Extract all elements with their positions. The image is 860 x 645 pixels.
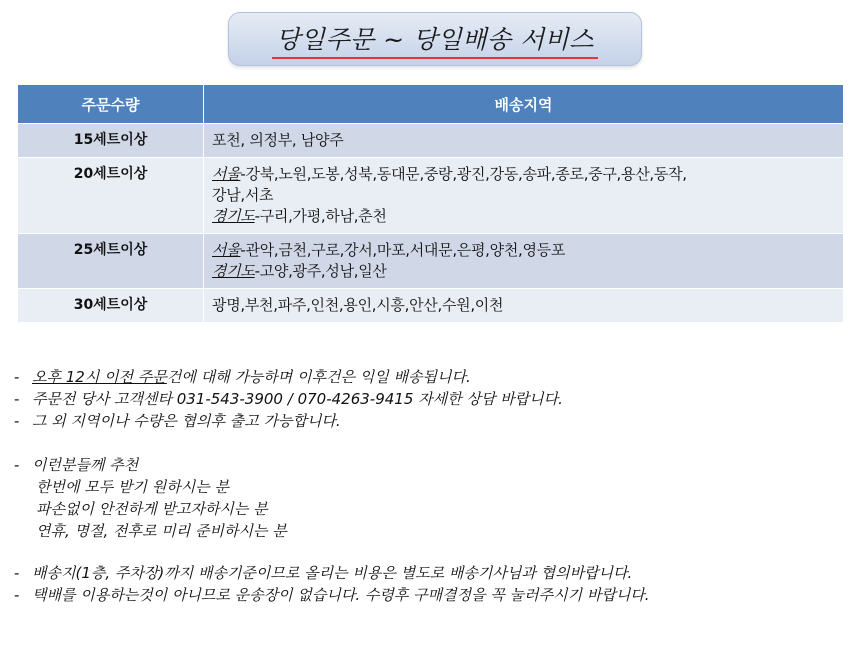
table-row [18,289,844,323]
area-list: -관악,금천,구로,강서,마포,서대문,은평,양천,영등포 [240,241,566,259]
note-no-waybill-text: 택배를 이용하는것이 아니므로 운송장이 없습니다. 수령후 구매결정을 꼭 눌러주시기 바랍니다. [32,586,650,604]
delivery-table [17,84,844,323]
note-delivery-floor-text: 배송지(1층, 주차장)까지 배송기준이므로 올리는 비용은 별도로 배송기사님과 협의바랍니다. [32,564,633,582]
quantity-cell: 30세트이상 [18,289,204,323]
recommend-item: 파손없이 안전하게 받고자하시는 분 [36,500,268,518]
table-header-row [18,85,844,124]
header-delivery-area: 배송지역 [204,85,844,124]
area-cell [204,289,844,323]
region-name: 경기도 [212,262,255,280]
area-list: 포천, 의정부, 남양주 [212,131,344,149]
area-line [212,185,835,206]
note-other-regions-text: 그 외 지역이나 수량은 협의후 출고 가능합니다. [32,412,341,430]
quantity-cell: 25세트이상 [18,234,204,289]
area-line [212,240,835,261]
region-name: 서울 [212,241,241,259]
note-recommend-heading: - 이런분들께 추천 [14,456,139,474]
table-row [18,234,844,289]
recommend-heading-text: 이런분들께 추천 [32,456,139,474]
area-cell [204,158,844,234]
quantity-cell: 20세트이상 [18,158,204,234]
note-customer-center-text: 주문전 당사 고객센타 031-543-3900 / 070-4263-9415 자세한 상담 바랍니다. [32,390,563,408]
area-line [212,130,835,151]
note-no-waybill: - 택배를 이용하는것이 아니므로 운송장이 없습니다. 수령후 구매결정을 꼭 눌러주시기 바랍니다. [14,586,650,604]
area-line [212,206,835,227]
area-line [212,164,835,185]
header-quantity: 주문수량 [18,85,204,124]
region-name: 서울 [212,165,241,183]
note-order-cutoff: - 오후 12시 이전 주문건에 대해 가능하며 이후건은 익일 배송됩니다. [14,368,471,386]
table-row [18,158,844,234]
page-title: 당일주문 ~ 당일배송 서비스 [272,20,598,59]
quantity-cell: 15세트이상 [18,124,204,158]
area-list: 광명,부천,파주,인천,용인,시흥,안산,수원,이천 [212,296,504,314]
note-other-regions: - 그 외 지역이나 수량은 협의후 출고 가능합니다. [14,412,341,430]
area-list: 강남,서초 [212,186,274,204]
area-list: -구리,가평,하남,춘천 [254,207,387,225]
table-row [18,124,844,158]
recommend-item: 한번에 모두 받기 원하시는 분 [36,478,229,496]
note-order-cutoff-emphasis: 오후 12시 이전 주문 [32,368,167,386]
area-cell [204,124,844,158]
area-line [212,261,835,282]
area-line [212,295,835,316]
note-order-cutoff-text: 건에 대해 가능하며 이후건은 익일 배송됩니다. [166,368,471,386]
region-name: 경기도 [212,207,255,225]
recommend-item: 연휴, 명절, 전후로 미리 준비하시는 분 [36,522,287,540]
area-cell [204,234,844,289]
title-banner [228,12,642,66]
area-list: -고양,광주,성남,일산 [254,262,387,280]
note-delivery-floor: - 배송지(1층, 주차장)까지 배송기준이므로 올리는 비용은 별도로 배송기사님과 협의바랍니다. [14,564,633,582]
area-list: -강북,노원,도봉,성북,동대문,중랑,광진,강동,송파,종로,중구,용산,동작, [240,165,687,183]
notes-section [14,366,854,606]
note-customer-center: - 주문전 당사 고객센타 031-543-3900 / 070-4263-9415 자세한 상담 바랍니다. [14,390,563,408]
